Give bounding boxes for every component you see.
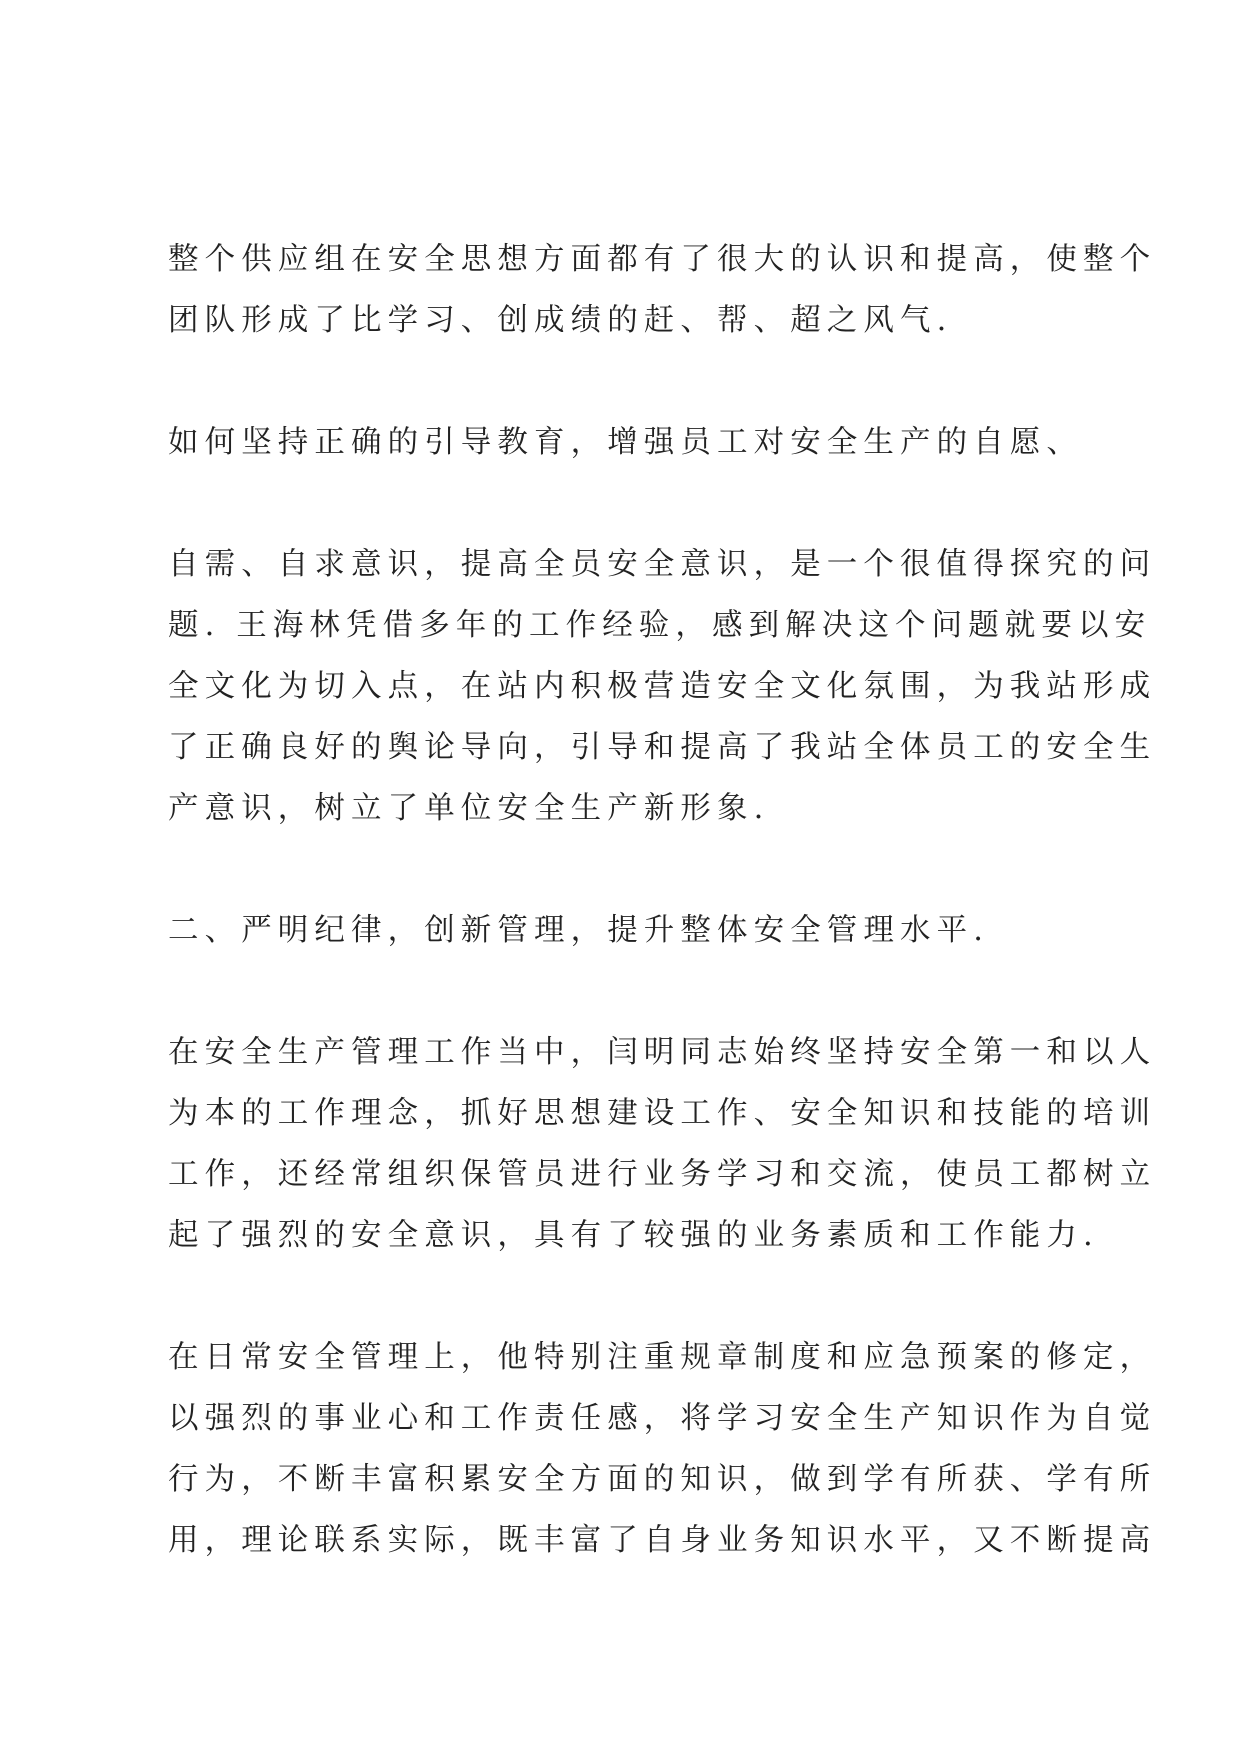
paragraph-5 (168, 1022, 1157, 1266)
paragraph-1 (168, 229, 1157, 351)
text-line: 为本的工作理念，抓好思想建设工作、安全知识和技能的培训 (168, 1096, 1157, 1131)
text-line: 题. 王海林凭借多年的工作经验，感到解决这个问题就要以安 (168, 608, 1152, 643)
text-line: 了正确良好的舆论导向，引导和提高了我站全体员工的安全生 (168, 730, 1157, 765)
text-line: 用，理论联系实际，既丰富了自身业务知识水平，又不断提高 (168, 1523, 1157, 1558)
paragraph-2 (168, 412, 1083, 473)
text-line: 工作，还经常组织保管员进行业务学习和交流，使员工都树立 (168, 1157, 1157, 1192)
text-line: 自需、自求意识，提高全员安全意识，是一个很值得探究的问 (168, 547, 1157, 582)
text-line: 在安全生产管理工作当中，闫明同志始终坚持安全第一和以人 (168, 1035, 1157, 1070)
text-line: 行为，不断丰富积累安全方面的知识，做到学有所获、学有所 (168, 1462, 1157, 1497)
text-line: 整个供应组在安全思想方面都有了很大的认识和提高，使整个 (168, 242, 1157, 277)
section-heading (168, 900, 1073, 961)
text-line: 以强烈的事业心和工作责任感，将学习安全生产知识作为自觉 (168, 1401, 1157, 1436)
text-line: 产意识，树立了单位安全生产新形象. (168, 791, 770, 826)
text-line: 二、严明纪律，创新管理，提升整体安全管理水平. (168, 913, 989, 948)
text-line: 团队形成了比学习、创成绩的赶、帮、超之风气. (168, 303, 953, 338)
paragraph-3 (168, 534, 1157, 839)
paragraph-6 (168, 1327, 1157, 1571)
text-line: 起了强烈的安全意识，具有了较强的业务素质和工作能力. (168, 1218, 1099, 1253)
text-line: 在日常安全管理上，他特别注重规章制度和应急预案的修定， (168, 1340, 1157, 1375)
document-body (168, 229, 1157, 1571)
text-line: 全文化为切入点，在站内积极营造安全文化氛围，为我站形成 (168, 669, 1157, 704)
text-line: 如何坚持正确的引导教育，增强员工对安全生产的自愿、 (168, 425, 1083, 460)
